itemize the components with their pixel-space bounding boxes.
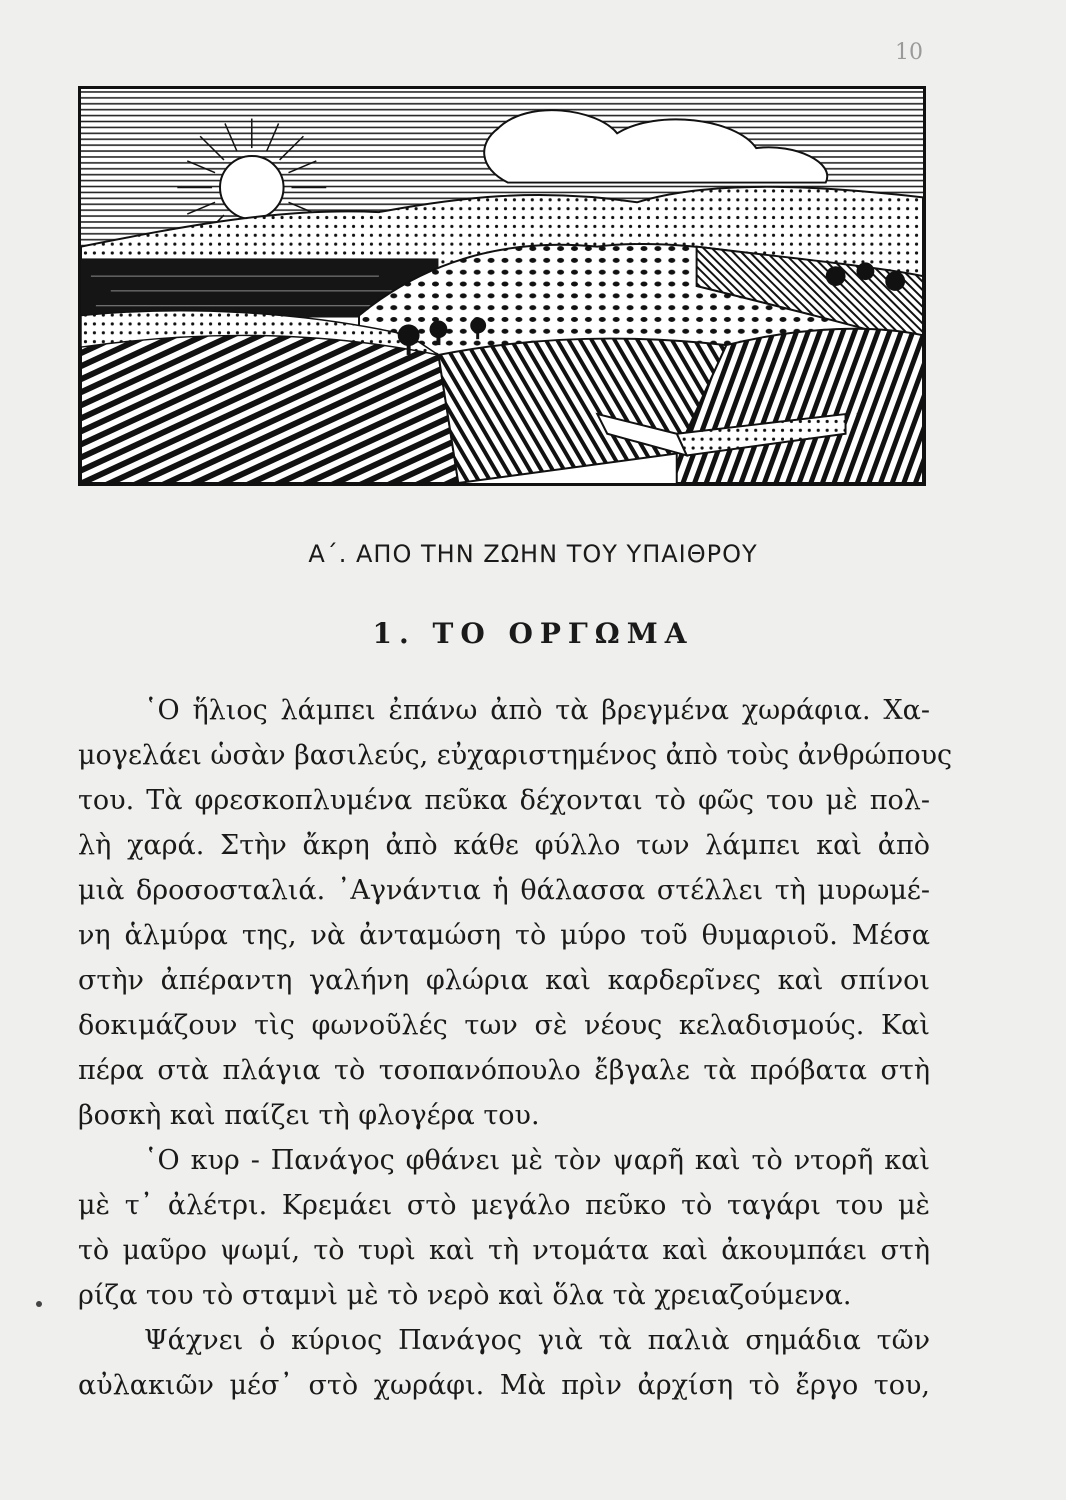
text-line: του. Τὰ φρεσκοπλυμένα πεῦκα δέχονται τὸ φῶς του μὲ πολ-: [78, 785, 930, 816]
ink-dot: [36, 1301, 42, 1307]
page-number: 10: [895, 40, 923, 65]
text-line: νη ἁλμύρα της, νὰ ἀνταμώση τὸ μύρο τοῦ θυμαριοῦ. Μέσα: [78, 920, 930, 951]
landscape-illustration: [78, 86, 926, 486]
text-line: ῾Ο κυρ - Πανάγος φθάνει μὲ τὸν ψαρῆ καὶ τὸ ντορῆ καὶ: [144, 1145, 930, 1176]
woodcut-landscape-icon: [81, 89, 923, 483]
text-line: βοσκὴ καὶ παίζει τὴ φλογέρα του.: [78, 1100, 540, 1131]
text-line: δοκιμάζουν τὶς φωνοῦλές των σὲ νέους κελαδισμούς. Καὶ: [78, 1010, 930, 1041]
chapter-title: 1. ΤΟ ΟΡΓΩΜΑ: [372, 617, 694, 650]
text-line: τὸ μαῦρο ψωμί, τὸ τυρὶ καὶ τὴ ντομάτα καὶ ἀκουμπάει στὴ: [78, 1235, 930, 1266]
text-line: πέρα στὰ πλάγια τὸ τσοπανόπουλο ἔβγαλε τὰ πρόβατα στὴ: [78, 1055, 930, 1086]
text-line: Ψάχνει ὁ κύριος Πανάγος γιὰ τὰ παλιὰ σημάδια τῶν: [144, 1325, 930, 1356]
text-line: στὴν ἀπέραντη γαλήνη φλώρια καὶ καρδερῖνες καὶ σπίνοι: [78, 965, 930, 996]
text-line: μογελάει ὡσὰν βασιλεύς, εὐχαριστημένος ἀπὸ τοὺς ἀνθρώπους: [78, 740, 953, 771]
text-line: αὐλακιῶν μέσ᾿ στὸ χωράφι. Μὰ πρὶν ἀρχίση τὸ ἔργο του,: [78, 1370, 930, 1401]
text-line: ῾Ο ἥλιος λάμπει ἐπάνω ἀπὸ τὰ βρεγμένα χωράφια. Χα-: [144, 695, 930, 726]
text-line: λὴ χαρά. Στὴν ἄκρη ἀπὸ κάθε φύλλο των λάμπει καὶ ἀπὸ: [78, 830, 930, 861]
text-line: ρίζα του τὸ σταμνὶ μὲ τὸ νερὸ καὶ ὅλα τὰ χρειαζούμενα.: [78, 1280, 852, 1311]
body-text: [78, 688, 953, 1408]
section-heading: Α΄. ΑΠΟ ΤΗΝ ΖΩΗΝ ΤΟΥ ΥΠΑΙΘΡΟΥ: [308, 540, 758, 568]
text-line: μὲ τ᾿ ἀλέτρι. Κρεμάει στὸ μεγάλο πεῦκο τὸ ταγάρι του μὲ: [78, 1190, 930, 1221]
text-line: μιὰ δροσοσταλιά. ᾿Αγνάντια ἡ θάλασσα στέλλει τὴ μυρωμέ-: [78, 875, 930, 906]
